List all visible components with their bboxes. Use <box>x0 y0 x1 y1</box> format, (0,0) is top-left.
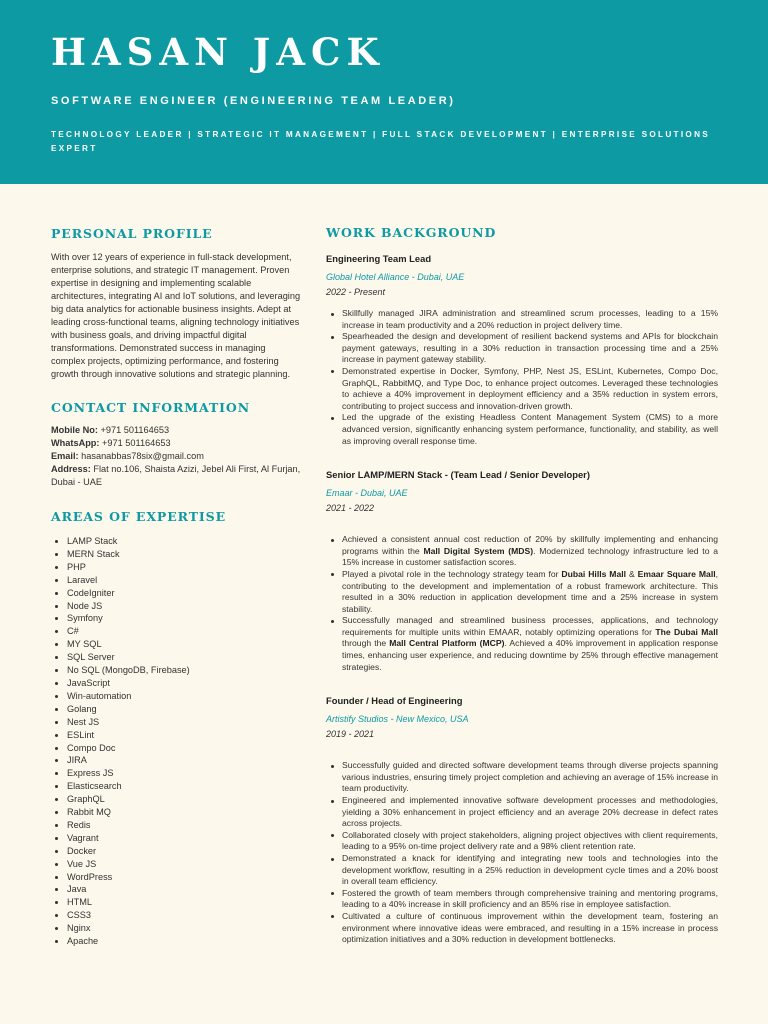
job-bullet <box>326 853 718 888</box>
job-entry <box>326 469 718 673</box>
bullet-text: Successfully managed and streamlined business processes, applications, and technology requirements for multiple units within EMAAR, notably optimizing operations for <box>342 615 718 637</box>
job-role: SOFTWARE ENGINEER (ENGINEERING TEAM LEADER) <box>51 95 456 107</box>
expertise-item: Java <box>51 883 301 896</box>
bullet-text: Engineered and implemented innovative software development processes and methodologies, yielding a 30% enhancement in project efficiency and an average 20% decrease in defect rates across projects. <box>342 795 718 829</box>
job-bullets <box>326 534 718 673</box>
expertise-item: GraphQL <box>51 793 301 806</box>
contact-heading: CONTACT INFORMATION <box>51 400 251 415</box>
bullet-text: . Modernized technology infrastructure led to a 15% increase in customer satisfaction scores. <box>342 545 719 568</box>
contact-details <box>51 424 301 489</box>
bullet-text: Collaborated closely with project stakeholders, aligning project objectives with client requirements, leading to a 95% on-time project delivery rate and a 98% client retention rate. <box>342 829 718 852</box>
whatsapp-label: WhatsApp: <box>51 438 100 448</box>
bullet-text: Fostered the growth of team members through comprehensive training and mentoring programs, leading to a 40% increase in skill proficiency and an 85% rise in employee satisfaction. <box>342 887 718 910</box>
expertise-item: Nginx <box>51 922 301 935</box>
contact-email <box>51 450 301 463</box>
profile-section <box>51 226 301 381</box>
email-value: hasanabbas78six@gmail.com <box>81 451 204 461</box>
contact-address <box>51 463 301 489</box>
whatsapp-value: +971 501164653 <box>102 438 171 448</box>
expertise-item: CodeIgniter <box>51 587 301 600</box>
job-bullet <box>326 615 718 673</box>
expertise-item: HTML <box>51 896 301 909</box>
address-value: Flat no.106, Shaista Azizi, Jebel Ali First, Al Furjan, Dubai - UAE <box>51 464 301 487</box>
job-bullets <box>326 308 718 447</box>
expertise-item: No SQL (MongoDB, Firebase) <box>51 664 301 677</box>
job-title: Senior LAMP/MERN Stack - (Team Lead / Senior Developer) <box>326 469 590 481</box>
expertise-item: Symfony <box>51 612 301 625</box>
address-label: Address: <box>51 464 91 474</box>
email-label: Email: <box>51 451 79 461</box>
work-heading: WORK BACKGROUND <box>326 225 497 240</box>
expertise-heading: AREAS OF EXPERTISE <box>51 509 227 524</box>
bullet-text: Demonstrated a knack for identifying and integrating new tools and technologies into the development workflow, resulting in a 25% reduction in development cycle times and a 20% boost in overall team efficiency. <box>342 853 718 887</box>
bullet-text: through the <box>342 638 390 649</box>
contact-section <box>51 400 301 489</box>
job-bullets <box>326 760 718 946</box>
job-bullet <box>326 534 718 569</box>
resume-header <box>0 0 768 184</box>
contact-whatsapp <box>51 437 301 450</box>
expertise-item: Redis <box>51 819 301 832</box>
expertise-item: PHP <box>51 561 301 574</box>
expertise-item: Laravel <box>51 574 301 587</box>
job-bullet <box>326 888 718 911</box>
bullet-highlight: Emaar Square Mall <box>637 568 716 579</box>
expertise-item: Elasticsearch <box>51 780 301 793</box>
bullet-highlight: Mall Digital System (MDS) <box>423 545 534 556</box>
bullet-text: Achieved a consistent annual cost reduction of 20% by skillfully implementing and enhancing programs within the <box>342 534 718 556</box>
expertise-item: MERN Stack <box>51 548 301 561</box>
expertise-item: Nest JS <box>51 716 301 729</box>
left-column <box>51 226 301 948</box>
job-entry <box>326 695 718 946</box>
bullet-text: Skillfully managed JIRA administration and streamlined scrum processes, leading to a 15% increase in team productivity and a 20% reduction in project delivery time. <box>342 308 718 330</box>
expertise-section <box>51 509 301 948</box>
bullet-text: , contributing to the development and implementation of a robust framework architecture. This resulted in a 30% reduction in application development time and a 25% increase in system stability. <box>342 568 718 614</box>
expertise-item: Win-automation <box>51 690 301 703</box>
job-bullet <box>326 412 718 447</box>
expertise-item: JIRA <box>51 754 301 767</box>
expertise-item: Rabbit MQ <box>51 806 301 819</box>
job-bullet <box>326 795 718 830</box>
contact-mobile <box>51 424 301 437</box>
expertise-item: CSS3 <box>51 909 301 922</box>
job-bullet <box>326 830 718 853</box>
job-company: Emaar - Dubai, UAE <box>326 488 408 499</box>
job-title: Engineering Team Lead <box>326 253 432 264</box>
job-company: Artistify Studios - New Mexico, USA <box>326 714 469 725</box>
profile-heading: PERSONAL PROFILE <box>51 226 213 241</box>
expertise-item: Docker <box>51 845 301 858</box>
bullet-highlight: Dubai Hills Mall <box>561 568 627 579</box>
profile-text: With over 12 years of experience in full-stack development, enterprise solutions, and strategic IT management. Proven expertise in designing and implementing scalable architectures, integrating AI and IoT solutions, and leveraging big data analytics for actionable business insights. Adept at leading cross-functional teams, aligning technology initiatives with business goals, and driving impactful digital transformations. Demonstrated success in managing complex projects, optimizing performance, and fostering growth through innovative solutions and strategic planning. <box>51 252 301 379</box>
bullet-text: Spearheaded the design and development of resilient backend systems and APIs for blockchain payment gateways, resulting in a 30% reduction in transaction processing time and a 25% increase in payment gateway stability. <box>342 331 718 365</box>
bullet-text: . Achieved a 40% improvement in application response times, enhancing user experience, and reducing downtime by 25% through effective management strategies. <box>342 638 718 672</box>
job-company: Global Hotel Alliance - Dubai, UAE <box>326 272 465 282</box>
expertise-item: Golang <box>51 703 301 716</box>
expertise-item: ESLint <box>51 729 301 742</box>
bullet-text: & <box>626 568 638 579</box>
job-bullet <box>326 331 718 366</box>
bullet-text: Successfully guided and directed software development teams through diverse projects spanning various industries, ensuring timely project completion and achieving an average of 15% increase in team productivity. <box>342 760 718 794</box>
job-bullet <box>326 760 718 795</box>
expertise-item: Vue JS <box>51 858 301 871</box>
expertise-list <box>51 535 301 948</box>
expertise-item: LAMP Stack <box>51 535 301 548</box>
expertise-item: SQL Server <box>51 651 301 664</box>
mobile-value: +971 501164653 <box>100 425 170 435</box>
bullet-text: Played a pivotal role in the technology strategy team for <box>342 568 562 579</box>
expertise-item: MY SQL <box>51 638 301 651</box>
job-bullet <box>326 366 718 412</box>
bullet-text: Demonstrated expertise in Docker, Symfony, PHP, Nest JS, ESLint, Kubernetes, Compo Doc, GraphQL, RabbitMQ, and Type Doc, to enhance project outcomes. Leveraged these technologies to achieve a 40% improvement in deployment efficiency and a 35% reduction in system errors, contributing to project success and innovation-driven growth. <box>342 365 718 411</box>
expertise-item: C# <box>51 625 301 638</box>
jobs-list <box>326 253 718 946</box>
job-bullet <box>326 569 718 615</box>
mobile-label: Mobile No: <box>51 425 98 435</box>
bullet-highlight: The Dubai Mall <box>655 626 718 637</box>
job-title: Founder / Head of Engineering <box>326 695 463 707</box>
bullet-text: Led the upgrade of the existing Headless Content Management System (CMS) to a more advanced version, significantly enhancing system performance, functionality, and stability, as well as improving overall response time. <box>342 412 718 446</box>
job-bullet <box>326 911 718 946</box>
expertise-item: Compo Doc <box>51 742 301 755</box>
tagline: TECHNOLOGY LEADER | STRATEGIC IT MANAGEMENT | FULL STACK DEVELOPMENT | ENTERPRISE SOLUTIONS EXPERT <box>51 130 711 153</box>
job-dates: 2021 - 2022 <box>326 503 375 514</box>
expertise-item: JavaScript <box>51 677 301 690</box>
candidate-name: HASAN JACK <box>51 30 385 74</box>
job-entry <box>326 253 718 447</box>
expertise-item: Node JS <box>51 600 301 613</box>
right-column <box>326 225 718 946</box>
job-bullet <box>326 308 718 331</box>
bullet-highlight: Mall Central Platform (MCP) <box>389 638 505 649</box>
expertise-item: Express JS <box>51 767 301 780</box>
expertise-item: Vagrant <box>51 832 301 845</box>
expertise-item: WordPress <box>51 871 301 884</box>
expertise-item: Apache <box>51 935 301 948</box>
job-dates: 2022 - Present <box>326 287 386 297</box>
bullet-text: Cultivated a culture of continuous improvement within the development team, fostering an environment where innovative ideas were embraced, and resulting in a 15% increase in process optimization initiatives and a 30% reduction in development bottlenecks. <box>342 910 718 945</box>
job-dates: 2019 - 2021 <box>326 729 375 740</box>
